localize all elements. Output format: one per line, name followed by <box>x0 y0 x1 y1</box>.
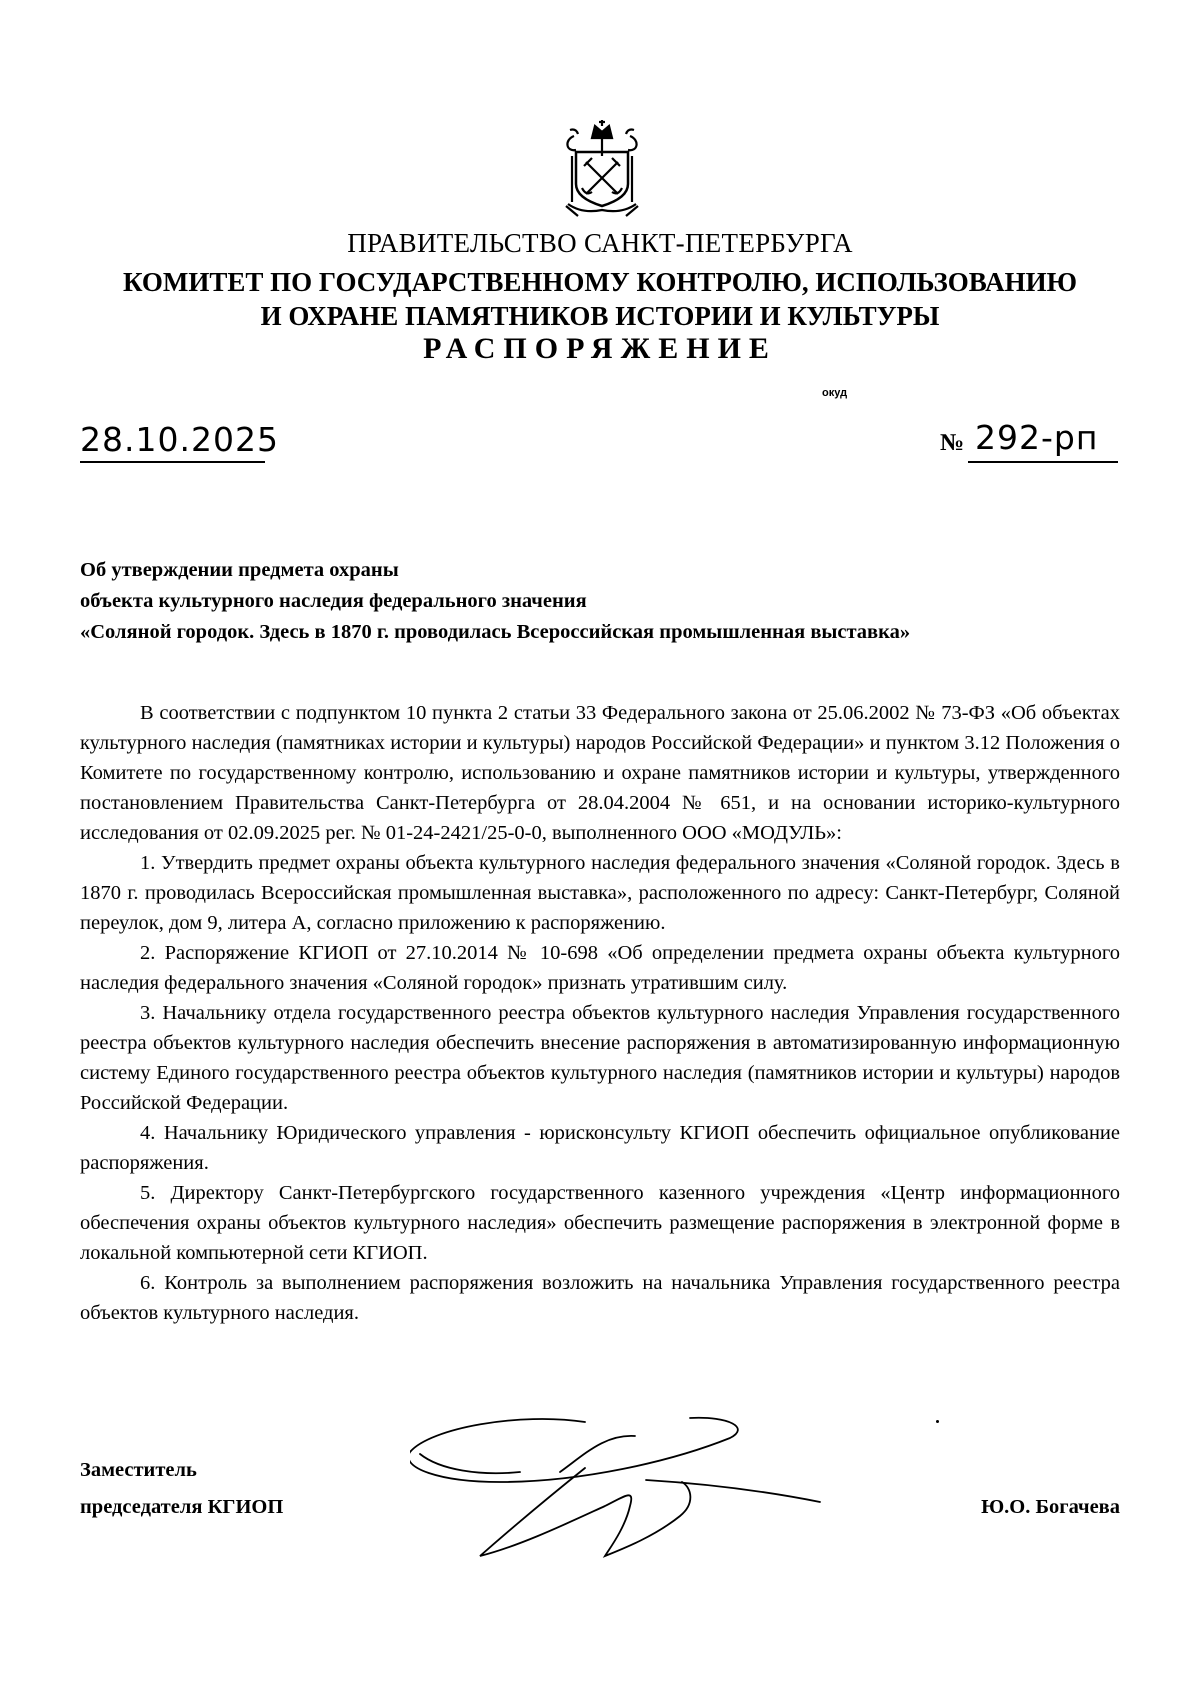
committee-name-line-1: КОМИТЕТ ПО ГОСУДАРСТВЕННОМУ КОНТРОЛЮ, ИСПОЛЬЗОВАНИЮ <box>123 267 1077 297</box>
order-item-3: 3. Начальнику отдела государственного реестра объектов культурного наследия Управления государственного реестра объектов культурного наследия обеспечить внесение распоряжения в автоматизированную информационную систему Единого государственного реестра объектов культурного наследия (памятников истории и культуры) народов Российской Федерации. <box>80 1002 1120 1114</box>
committee-name-line-2: И ОХРАНЕ ПАМЯТНИКОВ ИСТОРИИ И КУЛЬТУРЫ <box>260 301 940 331</box>
document-date: 28.10.2025 <box>80 420 279 459</box>
number-label: № <box>940 430 965 456</box>
ink-dot <box>936 1420 939 1423</box>
document-type-title: РАСПОРЯЖЕНИЕ <box>423 332 777 365</box>
committee-name <box>80 265 1120 333</box>
order-item-2: 2. Распоряжение КГИОП от 27.10.2014 № 10-698 «Об определении предмета охраны объекта культурного наследия федерального значения «Соляной городок» признать утратившим силу. <box>80 942 1120 994</box>
handwritten-signature <box>410 1410 850 1560</box>
subject-line-1: Об утверждении предмета охраны <box>80 559 399 581</box>
order-item-5: 5. Директору Санкт-Петербургского государственного казенного учреждения «Центр информационного обеспечения охраны объектов культурного наследия» обеспечить размещение распоряжения в электронной форме в локальной компьютерной сети КГИОП. <box>80 1182 1120 1264</box>
subject-line-2: объекта культурного наследия федерального значения <box>80 590 587 612</box>
government-name: ПРАВИТЕЛЬСТВО САНКТ-ПЕТЕРБУРГА <box>347 228 853 258</box>
subject-line-3: «Соляной городок. Здесь в 1870 г. проводилась Всероссийская промышленная выставка» <box>80 621 911 643</box>
signatory-name: Ю.О. Богачева <box>981 1496 1120 1518</box>
document-number: 292-рп <box>975 418 1099 457</box>
signatory-position-line-1: Заместитель <box>80 1459 197 1481</box>
number-underline <box>968 461 1118 463</box>
date-underline <box>80 461 265 463</box>
document-body <box>80 698 1120 1328</box>
document-subject <box>80 555 1130 648</box>
signatory-position <box>80 1452 283 1526</box>
order-item-1: 1. Утвердить предмет охраны объекта культурного наследия федерального значения «Соляной городок. Здесь в 1870 г. проводилась Всероссийская промышленная выставка», расположенного по адресу: Санкт-Петербург, Соляной переулок, дом 9, литера А, согласно приложению к распоряжению. <box>80 852 1120 934</box>
coat-of-arms-icon <box>562 118 642 218</box>
preamble-paragraph: В соответствии с подпунктом 10 пункта 2 статьи 33 Федерального закона от 25.06.2002 № 73-ФЗ «Об объектах культурного наследия (памятниках истории и культуры) народов Российской Федерации» и пунктом 3.12 Положения о Комитете по государственному контролю, использованию и охране памятников истории и культуры, утвержденного постановлением Правительства Санкт-Петербурга от 28.04.2004 № 651, и на основании историко-культурного исследования от 02.09.2025 рег. № 01-24-2421/25-0-0, выполненного ООО «МОДУЛЬ»: <box>80 702 1120 844</box>
signatory-position-line-2: председателя КГИОП <box>80 1496 284 1518</box>
order-item-6: 6. Контроль за выполнением распоряжения возложить на начальника Управления государственного реестра объектов культурного наследия. <box>80 1272 1120 1324</box>
order-item-4: 4. Начальнику Юридического управления - юрисконсульту КГИОП обеспечить официальное опубликование распоряжения. <box>80 1122 1120 1174</box>
okud-label: окуд <box>822 387 848 399</box>
